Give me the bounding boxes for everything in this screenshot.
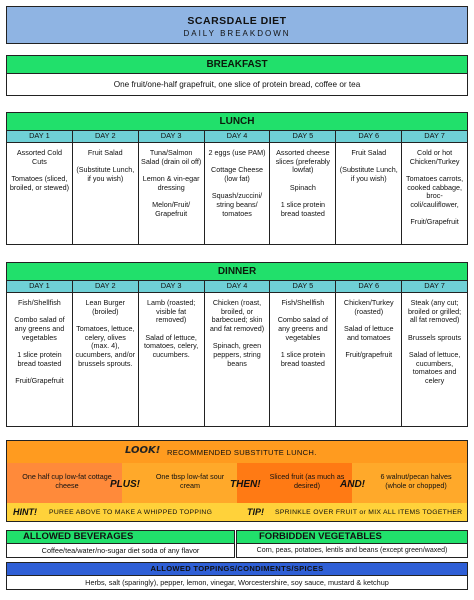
lunch-item: Cottage Cheese (low fat) — [211, 165, 263, 183]
dinner-item: 1 slice protein bread toasted — [280, 349, 326, 368]
dinner-item: Combo salad of any greens and vegetables — [14, 315, 65, 342]
title-banner — [6, 6, 468, 44]
beverages-row — [6, 544, 235, 558]
dinner-item: Combo salad of any greens and vegetables — [277, 315, 329, 342]
plus-connector: PLUS! — [110, 479, 140, 490]
dinner-item: Salad of lettuce, cucumbers, tomatoes and celery — [408, 349, 461, 385]
breakfast-row — [6, 74, 468, 96]
toppings-row — [6, 576, 468, 590]
lunch-item: Melon/Fruit/ Grapefruit — [152, 199, 191, 218]
lunch-item: Tomatoes carrots, cooked cabbage, broc-coli/cauliflower, — [406, 173, 464, 210]
lunch-item: (Substitute Lunch, if you wish) — [339, 165, 398, 183]
dinner-day-column — [269, 293, 335, 426]
dinner-item: Lean Burger (broiled) — [85, 298, 126, 316]
lunch-day-header-row — [6, 131, 468, 143]
dinner-day-label: DAY 3 — [138, 281, 204, 292]
beverages-text: Coffee/tea/water/no-sugar diet soda of any flavor — [41, 546, 200, 555]
dinner-day-column — [401, 293, 467, 426]
page-subtitle: DAILY BREAKDOWN — [183, 29, 291, 38]
hint-tag: HINT! — [13, 507, 37, 517]
dinner-day-label: DAY 4 — [204, 281, 270, 292]
lunch-item: Spinach — [289, 182, 316, 192]
lunch-columns — [6, 143, 468, 245]
substitute-item: Sliced fruit (as much as desired) — [269, 472, 345, 490]
lunch-item: Fruit/Grapefruit — [410, 217, 459, 227]
dinner-item: Salad of lettuce and tomatoes — [343, 323, 394, 342]
substitute-title: RECOMMENDED SUBSTITUTE LUNCH. — [167, 448, 317, 457]
dinner-item: Tomatoes, lettuce, celery, olives (max. 4), cucumbers, and/or brussels sprouts. — [75, 323, 136, 368]
dinner-item: Fruit/grapefruit — [345, 349, 393, 359]
lunch-day-column — [138, 143, 204, 244]
lunch-header — [6, 112, 468, 131]
breakfast-header — [6, 55, 468, 74]
lunch-item: 2 eggs (use PAM) — [208, 148, 266, 157]
substitute-item: One half cup low-fat cottage cheese — [22, 472, 112, 490]
lunch-day-label: DAY 2 — [72, 131, 138, 142]
dinner-header — [6, 262, 468, 281]
dinner-day-column — [335, 293, 401, 426]
dinner-item: Fruit/Grapefruit — [15, 375, 64, 385]
dinner-item: Chicken/Turkey (roasted) — [343, 298, 394, 316]
dinner-day-column — [7, 293, 72, 426]
dinner-day-column — [72, 293, 138, 426]
dinner-item: Fish/Shellfish — [281, 298, 325, 307]
dinner-day-label: DAY 7 — [401, 281, 467, 292]
substitute-item: 6 walnut/pecan halves (whole or chopped) — [380, 472, 452, 490]
dinner-day-column — [138, 293, 204, 426]
dinner-item: Salad of lettuce, tomatoes, celery, cucumbers. — [144, 332, 199, 360]
dinner-item: Brussels sprouts — [408, 332, 462, 342]
lunch-title: LUNCH — [219, 116, 255, 127]
toppings-title: ALLOWED TOPPINGS/CONDIMENTS/SPICES — [150, 564, 324, 573]
then-connector: THEN! — [230, 479, 261, 490]
lunch-day-label: DAY 4 — [204, 131, 270, 142]
and-connector: AND! — [340, 479, 365, 490]
toppings-text: Herbs, salt (sparingly), pepper, lemon, vinegar, Worcestershire, soy sauce, mustard & ketchup — [85, 578, 389, 587]
beverages-header — [6, 530, 235, 544]
lunch-item: Tomatoes (sliced, broiled, or stewed) — [9, 173, 69, 192]
dinner-item: Fish/Shellfish — [18, 298, 61, 307]
lunch-item: Assorted cheese slices (preferably lowfat) — [275, 148, 331, 175]
page-title: SCARSDALE DIET — [187, 15, 287, 27]
look-callout: LOOK! — [125, 445, 161, 456]
lunch-day-label: DAY 3 — [138, 131, 204, 142]
dinner-day-label: DAY 1 — [29, 281, 50, 290]
dinner-day-label: DAY 2 — [72, 281, 138, 292]
dinner-item: Steak (any cut; broiled or grilled; all fat removed) — [408, 298, 462, 325]
lunch-day-column — [204, 143, 270, 244]
dinner-day-column — [204, 293, 270, 426]
lunch-day-column — [72, 143, 138, 244]
lunch-item: Cold or hot Chicken/Turkey — [409, 148, 460, 166]
lunch-day-column — [7, 143, 72, 244]
lunch-day-label: DAY 1 — [29, 131, 50, 140]
lunch-day-column — [401, 143, 467, 244]
breakfast-text: One fruit/one-half grapefruit, one slice of protein bread, coffee or tea — [113, 80, 361, 89]
lunch-item: Assorted Cold Cuts — [16, 148, 62, 166]
lunch-item: Lemon & vin-egar dressing — [142, 173, 200, 192]
dinner-day-label: DAY 6 — [335, 281, 401, 292]
lunch-item: Tuna/Salmon Salad (drain oil off) — [141, 148, 202, 166]
tip-text: SPRINKLE OVER FRUIT or MIX ALL ITEMS TOGETHER — [275, 509, 463, 516]
toppings-header — [6, 562, 468, 576]
dinner-item: 1 slice protein bread toasted — [17, 349, 62, 368]
dinner-day-header-row — [6, 281, 468, 293]
hint-text: PUREE ABOVE TO MAKE A WHIPPED TOPPING — [49, 509, 213, 516]
dinner-title: DINNER — [217, 266, 257, 277]
dinner-item: Spinach, green peppers, string beans — [212, 341, 262, 368]
forbidden-text: Corn, peas, potatoes, lentils and beans (except green/waxed) — [256, 547, 448, 554]
forbidden-header — [236, 530, 468, 544]
dinner-item: Chicken (roast, broiled, or barbecued; skin and fat removed) — [209, 298, 265, 334]
forbidden-title: FORBIDDEN VEGETABLES — [259, 531, 382, 542]
lunch-item: 1 slice protein bread toasted — [280, 199, 326, 218]
forbidden-row — [236, 544, 468, 558]
beverages-title: ALLOWED BEVERAGES — [23, 531, 134, 542]
substitute-item: One tbsp low-fat sour cream — [155, 472, 225, 490]
dinner-columns — [6, 293, 468, 427]
dinner-day-label: DAY 5 — [269, 281, 335, 292]
lunch-day-column — [335, 143, 401, 244]
lunch-item: Squash/zuccini/ string beans/ tomatoes — [211, 191, 263, 218]
lunch-item: (Substitute Lunch, if you wish) — [76, 165, 135, 183]
substitute-lunch-box — [6, 440, 468, 522]
dinner-item: Lamb (roasted; visible fat removed) — [146, 298, 196, 325]
lunch-item: Fruit Salad — [351, 148, 387, 157]
lunch-item: Fruit Salad — [87, 148, 123, 157]
lunch-day-label: DAY 6 — [335, 131, 401, 142]
lunch-day-label: DAY 5 — [269, 131, 335, 142]
breakfast-title: BREAKFAST — [206, 59, 268, 70]
lunch-day-label: DAY 7 — [401, 131, 467, 142]
tip-tag: TIP! — [247, 507, 264, 517]
lunch-day-column — [269, 143, 335, 244]
